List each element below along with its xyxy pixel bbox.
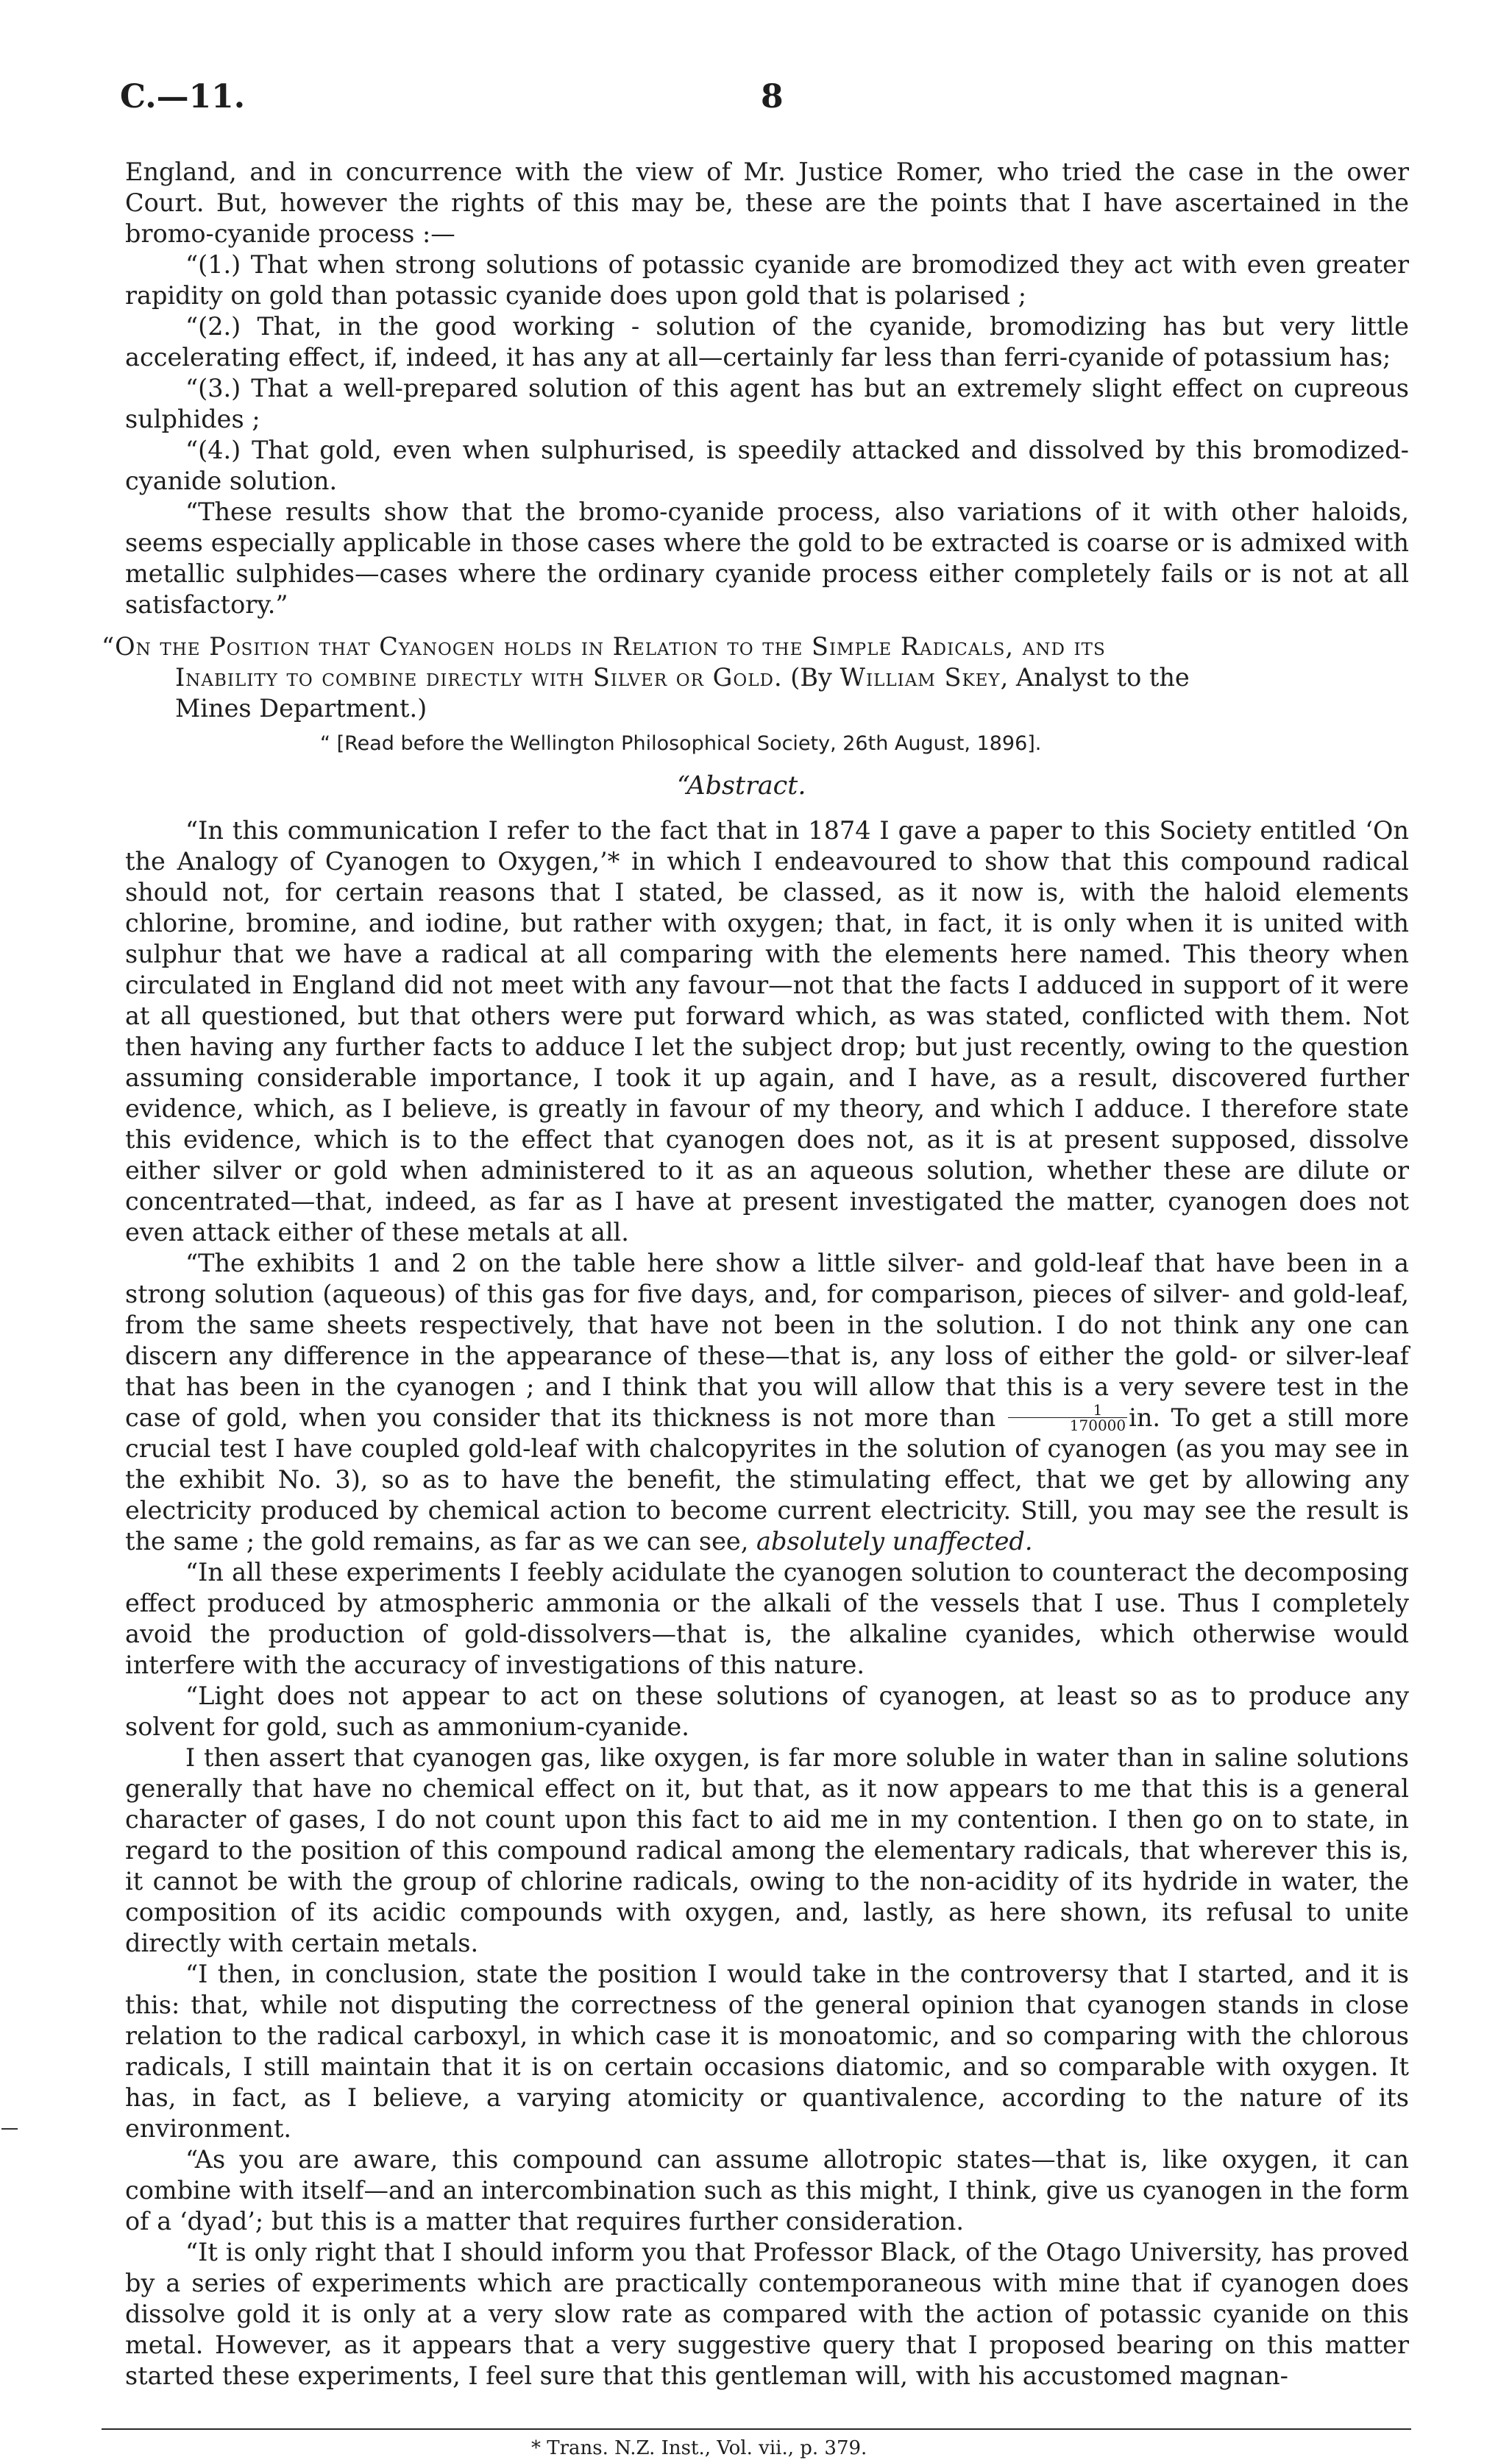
page-number: 8 bbox=[761, 78, 784, 116]
paragraph: I then assert that cyanogen gas, like oxygen, is far more soluble in water than in saline solutions generally that have no chemical effect on it, but that, as it now appears to me that this is a general character of gases, I do not count upon this fact to aid me in my contention. I then go on to state, in regard to the position of this compound radical among the elementary radicals, that wherever this is, it cannot be with the group of chlorine radicals, owing to the non-acidity of its hydride in water, the composition of its acidic compounds with oxygen, and, lastly, as here shown, its refusal to unite directly with certain metals. bbox=[125, 1743, 1409, 1957]
heading-line-1: “On the Position that Cyanogen holds in Relation to the Simple Radicals, and its bbox=[102, 632, 1106, 661]
series-code: C.—11. bbox=[120, 78, 246, 116]
paragraph: “I then, in conclusion, state the position I would take in the controversy that I started, and it is this: that, while not disputing the correctness of the general opinion that cyanogen stands in close relation to the radical carboxyl, in which case it is monoatomic, and so comparing with the chlorous radicals, I still maintain that it is on certain occasions diatomic, and so comparable with oxygen. It has, in fact, as I believe, a varying atomicity or quantivalence, according to the nature of its environment. bbox=[125, 1960, 1409, 2143]
heading-by: (By bbox=[782, 663, 840, 692]
paragraph: “As you are aware, this compound can assume allotropic states—that is, like oxygen, it can combine with itself—and an intercombination such as this might, I think, give us cyanogen in the form of a ‘dyad’; but this is a matter that requires further consideration. bbox=[125, 2145, 1409, 2236]
quoted-results-block bbox=[125, 157, 1409, 620]
exhibits-text: “The exhibits 1 and 2 on the table here show a little silver- and gold-leaf that have been in a strong solution (aqueous) of this gas for five days, and, for comparison, pieces of silver- and gold-leaf, from the same sheets respectively, that have not been in the solution. I do not think any one can discern any difference in the appearance of these—that is, any loss of either the gold- or silver-leaf that has been in the cyanogen ; and I think that you will allow that this is a very severe test in the case of gold, when you consider that its thickness is not more than bbox=[125, 1249, 1409, 1432]
fraction-numerator: 1 bbox=[1008, 1403, 1127, 1418]
paragraph: “(1.) That when strong solutions of potassic cyanide are bromodized they act with even greater rapidity on gold than potassic cyanide does upon gold that is polarised ; bbox=[125, 250, 1409, 310]
heading-role: , Analyst to the bbox=[1000, 663, 1190, 692]
paragraph: “Light does not appear to act on these solutions of cyanogen, at least so as to produce any solvent for gold, such as ammonium-cyanide. bbox=[125, 1681, 1409, 1741]
abstract-title: “Abstract. bbox=[677, 771, 806, 801]
paragraph: “(4.) That gold, even when sulphurised, is speedily attacked and dissolved by this bromodized-cyanide solution. bbox=[125, 436, 1409, 495]
margin-mark bbox=[1, 2128, 18, 2130]
paragraph: England, and in concurrence with the view of Mr. Justice Romer, who tried the case in the ower Court. But, however the rights of this may be, these are the points that I have ascertained in the bromo-cyanide process :— bbox=[125, 157, 1409, 248]
footnote: * Trans. N.Z. Inst., Vol. vii., p. 379. bbox=[531, 2437, 867, 2459]
paragraph: “It is only right that I should inform you that Professor Black, of the Otago University, has proved by a series of experiments which are practically contemporaneous with mine that if cyanogen does dissolve gold it is only at a very slow rate as compared with the action of potassic cyanide on this metal. However, as it appears that a very suggestive query that I proposed bearing on this matter started these experiments, I feel sure that this gentleman will, with his accustomed magnan- bbox=[125, 2238, 1409, 2390]
paragraph-exhibits bbox=[125, 1248, 1409, 1557]
paragraph: “(2.) That, in the good working - solution of the cyanide, bromodizing has but very little accelerating effect, if, indeed, it has any at all—certainly far less than ferri-cyanide of potassium has; bbox=[125, 312, 1409, 372]
paragraph: “(3.) That a well-prepared solution of this agent has but an extremely slight effect on cupreous sulphides ; bbox=[125, 374, 1409, 433]
heading-line-2-title: Inability to combine directly with Silver or Gold. bbox=[175, 663, 783, 692]
fraction-denominator: 170000 bbox=[1069, 1417, 1126, 1434]
paragraph: “These results show that the bromo-cyanide process, also variations of it with other haloids, seems especially applicable in those cases where the gold to be extracted is coarse or is admixed with metallic sulphides—cases where the ordinary cyanide process either completely fails or is not at all satisfactory.” bbox=[125, 497, 1409, 619]
abstract-body bbox=[125, 815, 1409, 2392]
heading-line-2 bbox=[102, 662, 1411, 693]
article-heading bbox=[102, 631, 1411, 724]
emphasis: absolutely unaffected. bbox=[756, 1527, 1033, 1556]
exhibits-text-cont: in. To get a still more crucial test I have coupled gold-leaf with chalcopyrites in the solution of cyanogen (as you may see in the exhibit No. 3), so as to have the benefit, the stimulating effect, that we get by allowing any electricity produced by chemical action to become current electricity. Still, you may see the result is the same ; the gold remains, as far as we can see, bbox=[125, 1403, 1409, 1556]
footnote-rule bbox=[102, 2428, 1411, 2430]
read-before-note: “ [Read before the Wellington Philosophical Society, 26th August, 1896]. bbox=[320, 732, 1042, 755]
heading-author: William Skey bbox=[840, 663, 1001, 692]
paragraph: “In all these experiments I feebly acidulate the cyanogen solution to counteract the decomposing effect produced by atmospheric ammonia or the alkali of the vessels that I use. Thus I completely avoid the production of gold-dissolvers—that is, the alkaline cyanides, which otherwise would interfere with the accuracy of investigations of this nature. bbox=[125, 1558, 1409, 1679]
thickness-fraction bbox=[1008, 1403, 1127, 1433]
heading-line-3: Mines Department.) bbox=[175, 694, 427, 723]
paragraph: “In this communication I refer to the fact that in 1874 I gave a paper to this Society entitled ‘On the Analogy of Cyanogen to Oxygen,’* in which I endeavoured to show that this compound radical should not, for certain reasons that I stated, be classed, as it now is, with the haloid elements chlorine, bromine, and iodine, but rather with oxygen; that, in fact, it is only when it is united with sulphur that we have a radical at all comparing with the elements here named. This theory when circulated in England did not meet with any favour—not that the facts I adduced in support of it were at all questioned, but that others were put forward which, as was stated, conflicted with them. Not then having any further facts to adduce I let the subject drop; but just recently, owing to the question assuming considerable importance, I took it up again, and I have, as a result, discovered further evidence, which, as I believe, is greatly in favour of my theory, and which I adduce. I therefore state this evidence, which is to the effect that cyanogen does not, as it is at present supposed, dissolve either silver or gold when administered to it as an aqueous solution, whether these are dilute or concentrated—that, indeed, as far as I have at present investigated the matter, cyanogen does not even attack either of these metals at all. bbox=[125, 816, 1409, 1247]
